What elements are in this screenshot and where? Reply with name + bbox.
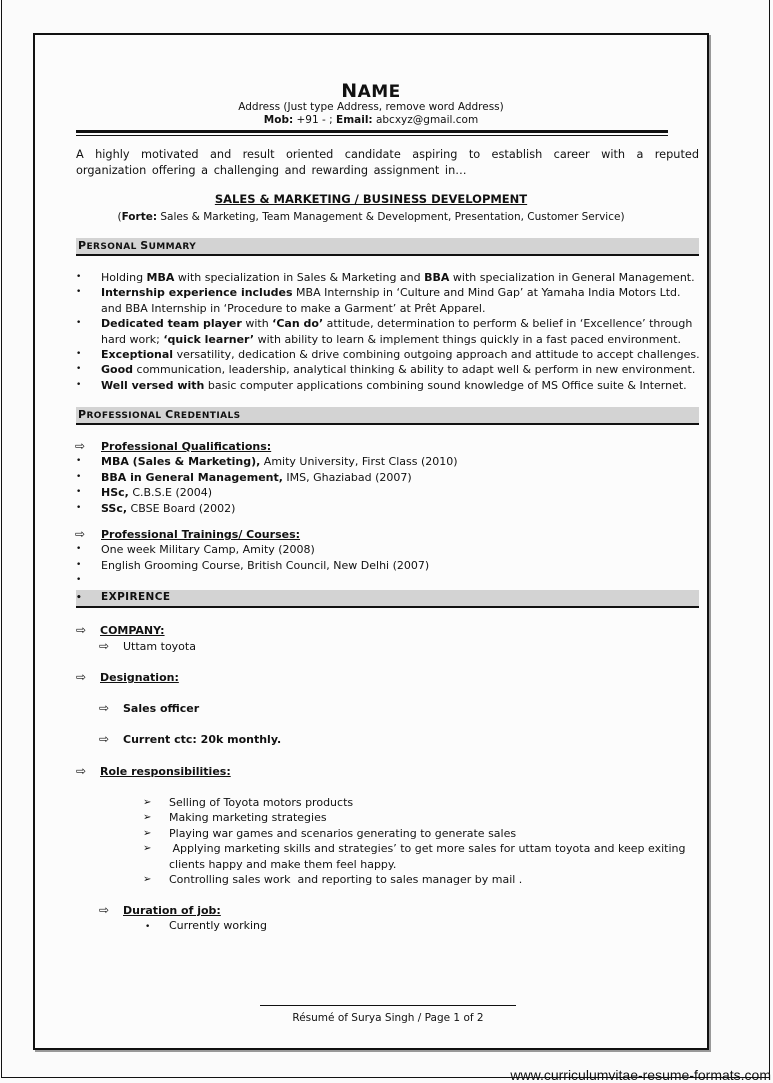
header-rule-thick [76, 130, 668, 133]
chevron-icon: ➢ [143, 797, 152, 808]
list-item-empty [76, 573, 716, 588]
section-personal-summary [76, 238, 699, 256]
trainings-list [76, 527, 716, 589]
bullet-icon: • [76, 593, 83, 603]
qualifications-heading: ⇨ Professional Qualifications: [75, 439, 272, 453]
resume-page [33, 33, 709, 1050]
list-item: • BBA in General Management, IMS, Ghaziabad (2007) [76, 470, 412, 484]
bullet-icon: • [76, 502, 82, 513]
list-item: • Dedicated team player with ‘Can do’ attitude, determination to perform & belief in ‘Excellence’ through hard work; ‘quick learner’ with ability to learn & implement things quickly in a fast paced environment. [76, 317, 693, 346]
roles-list [143, 795, 703, 887]
chevron-icon: ➢ [143, 843, 152, 855]
candidate-name: NAME [341, 80, 401, 102]
objective-text: A highly motivated and result oriented candidate aspiring to establish career with a reputed organization offering a challenging and rewarding assignment in… [76, 148, 699, 177]
section-professional-credentials [76, 407, 699, 425]
list-item: • Internship experience includes MBA Internship in ‘Culture and Mind Gap’ at Yamaha India Motors Ltd. and BBA Internship in ‘Procedure to make a Garment’ at Prêt Apparel. [76, 286, 681, 315]
list-item: • MBA (Sales & Marketing), Amity University, First Class (2010) [76, 455, 458, 469]
header-rule-thin [76, 135, 668, 136]
list-item: • Good communication, leadership, analytical thinking & ability to adapt well & perform in new environment. [76, 363, 696, 377]
email-label: Email: [336, 114, 373, 126]
chevron-icon: ➢ [143, 812, 152, 824]
duration-value: • Currently working [145, 919, 268, 932]
list-item: ➢ Playing war games and scenarios generating to generate sales [143, 826, 517, 840]
arrow-icon: ⇨ [76, 670, 87, 684]
bullet-icon: • [76, 487, 82, 498]
footer-rule [260, 1005, 516, 1006]
list-item: ➢ Applying marketing skills and strategies’ to get more sales for uttam toyota and keep exiting clients happy and make them feel happy. [143, 842, 689, 871]
address: Address (Just type Address, remove word Address) [238, 101, 504, 113]
qualifications-list [76, 439, 716, 516]
list-item: ➢ Making marketing strategies [143, 811, 327, 825]
arrow-icon: ⇨ [99, 701, 110, 715]
list-item: • HSc, C.B.S.E (2004) [76, 486, 213, 500]
bullet-icon: • [76, 318, 82, 329]
list-item: • Holding MBA with specialization in Sales & Marketing and BBA with specialization in General Management. [76, 271, 695, 284]
trainings-heading: ⇨ Professional Trainings/ Courses: [75, 527, 301, 541]
bullet-icon: • [76, 559, 82, 570]
bullet-icon: • [76, 379, 82, 390]
bullet-icon: • [76, 471, 82, 482]
page-footer: Résumé of Surya Singh / Page 1 of 2 [292, 1012, 484, 1024]
duration-heading: ⇨ Duration of job: [99, 903, 221, 917]
bullet-icon: • [76, 364, 82, 375]
list-item: • Exceptional versatility, dedication & drive combining outgoing approach and attitude to accept challenges. [76, 348, 700, 362]
arrow-icon: ⇨ [99, 903, 110, 917]
arrow-icon: ⇨ [99, 639, 110, 653]
list-item: • English Grooming Course, British Council, New Delhi (2007) [76, 558, 430, 572]
personal-summary-list [76, 270, 701, 393]
arrow-icon: ⇨ [75, 527, 86, 541]
email-value: abcxyz@gmail.com [372, 114, 479, 126]
roles-heading: ⇨ Role responsibilities: [76, 764, 231, 778]
arrow-icon: ⇨ [76, 623, 87, 637]
bullet-icon: • [76, 349, 82, 360]
contact-line [35, 114, 707, 126]
forte-line: (Forte: Sales & Marketing, Team Management & Development, Presentation, Customer Service) [117, 211, 625, 223]
section-experience [76, 590, 699, 608]
section-title: PROFESSIONAL CREDENTIALS [78, 408, 241, 421]
arrow-icon: ⇨ [75, 439, 86, 453]
list-item: • SSc, CBSE Board (2002) [76, 501, 236, 515]
section-title: • EXPIRENCE [76, 591, 171, 603]
focus-title: SALES & MARKETING / BUSINESS DEVELOPMENT [214, 192, 528, 206]
list-item: • One week Military Camp, Amity (2008) [76, 543, 315, 557]
list-item: ➢ Controlling sales work and reporting to sales manager by mail . [143, 873, 523, 887]
bullet-icon: • [76, 287, 82, 298]
chevron-icon: ➢ [143, 827, 152, 839]
company-name: ⇨ Uttam toyota [99, 639, 196, 653]
designation-value: ⇨ Sales officer [99, 701, 200, 715]
designation-heading: ⇨ Designation: [76, 670, 179, 684]
section-title: PERSONAL SUMMARY [78, 239, 197, 252]
mob-value: +91 - ; [293, 114, 337, 126]
list-item: • Well versed with basic computer applications combining sound knowledge of MS Office suite & Internet. [76, 378, 687, 392]
chevron-icon: ➢ [143, 874, 152, 886]
arrow-icon: ⇨ [76, 764, 87, 778]
bullet-icon: • [76, 544, 82, 555]
bullet-icon: • [145, 922, 151, 932]
mob-label: Mob: [263, 114, 294, 126]
watermark-link[interactable]: www.curriculumvitae-resume-formats.com [510, 1067, 771, 1083]
list-item: ➢ Selling of Toyota motors products [143, 796, 354, 809]
current-ctc: ⇨ Current ctc: 20k monthly. [99, 732, 282, 746]
bullet-icon: • [76, 272, 82, 282]
bullet-icon: • [76, 456, 82, 467]
arrow-icon: ⇨ [99, 732, 110, 746]
company-heading: ⇨ COMPANY: [76, 623, 165, 637]
bullet-icon: • [76, 575, 82, 586]
